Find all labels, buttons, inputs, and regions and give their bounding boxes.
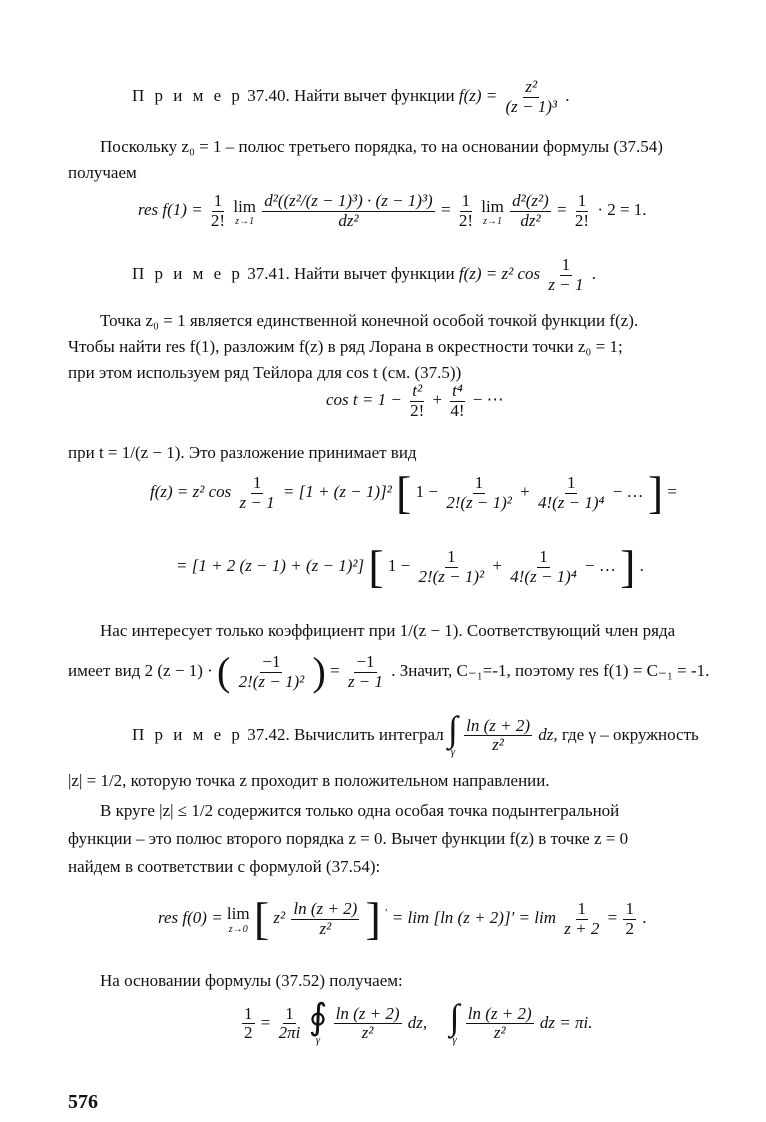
- paragraph-line: функции – это полюс второго порядка z = 0. Вычет функции f(z) в точке z = 0: [68, 829, 629, 848]
- example-label: П р и м е р: [132, 86, 243, 106]
- final-integral-result: $\frac{1}{2}$ = $\frac{1}{2\pi i}$ ∮ γ $\frac{\ln (z + 2)}{\text{z²}}$ dz, ∫ γ $\frac{\ln (z + 2)}{\text{z²}}$ dz = πi.: [244, 997, 593, 1047]
- paragraph-line: при t = 1/(z − 1). Это разложение принимает вид: [68, 443, 417, 462]
- paragraph-line: Нас интересует только коэффициент при 1/(z − 1). Соответствующий член ряда: [100, 621, 676, 640]
- coefficient-line: имеет вид 2 (z − 1) · ( $\frac{-1}{\text{2!(z − 1)²}}$ ) = $\frac{-1}{z - 1}$ . Значит, C₋₁=-1, поэтому res f(1) = C₋₁ = -1.: [68, 649, 710, 694]
- laurent-expansion-2: = [1 + 2 (z − 1) + (z − 1)²] [ 1 − $\frac{1}{\text{2!(z − 1)²}}$ + $\frac{1}{\text{4!(z − 1)⁴}}$ − … ] .: [176, 541, 644, 592]
- fraction: $\frac{1}{2!}$: [458, 191, 473, 230]
- paragraph-line: |z| = 1/2, которую точка z проходит в положительном направлении.: [68, 771, 550, 790]
- derivative-fraction: $\frac{\text{d²(z²)}}{\text{dz²}}$: [512, 191, 549, 230]
- function-lhs: f(z) =: [458, 86, 498, 106]
- paragraph-line: найдем в соответствии с формулой (37.54):: [68, 857, 381, 876]
- example-37-42-heading: П р и м е р 37.42. Вычислить интеграл ∫ γ $\frac{\ln (z + 2)}{\text{z²}}$ dz, где γ – окружность: [132, 709, 699, 759]
- example-label: П р и м е р: [132, 724, 243, 744]
- integral-sign: ∫ γ: [449, 997, 460, 1047]
- page-number: 576: [68, 1091, 98, 1113]
- function-lhs: f(z) = z² cos: [458, 264, 541, 284]
- example-text: 37.40. Найти вычет функции: [247, 86, 455, 106]
- paragraph-line: В круге |z| ≤ 1/2 содержится только одна особая точка подынтегральной: [100, 801, 620, 820]
- fraction: $\frac{1}{2!}$: [574, 191, 590, 230]
- paragraph-line: Поскольку z₀ = 1 – полюс третьего порядка, то на основании формулы (37.54): [100, 137, 663, 156]
- contour-integral-sign: ∮ γ: [308, 997, 328, 1047]
- residue-formula-2: res f(0) = lim z→0 [ z² $\frac{\ln (z + 2)}{\text{z²}}$ ] ′ = lim [ln (z + 2)]′ = lim $\frac{1}{z + 2}$ = $\frac{1}{2}$ .: [158, 893, 647, 944]
- limit: lim z→1: [233, 196, 257, 227]
- fraction-numerator: z²: [525, 77, 538, 96]
- example-37-41-heading: П р и м е р 37.41. Найти вычет функции f(z) = z² cos $\frac{1}{z - 1}$ .: [132, 255, 596, 294]
- laurent-expansion-1: f(z) = z² cos $\frac{1}{z - 1}$ = [1 + (z − 1)]² [ 1 − $\frac{1}{\text{2!(z − 1)²}}$ + $\frac{1}{\text{4!(z − 1)⁴}}$ − … ] =: [150, 467, 677, 518]
- fraction-denominator: (z − 1)³: [505, 96, 558, 116]
- example-37-40-heading: [132, 78, 570, 116]
- period: .: [565, 86, 570, 106]
- residue-formula-1: res f(1) = $\frac{1}{2!}$ lim z→1 $\frac{\text{d²((z²/(z − 1)³) · (z − 1)³)}}{\text{dz²}}$ = $\frac{1}{2!}$ lim z→1 $\frac{\text{d²(z²)}}{\text{dz²}}$ = $\frac{1}{2!}$ · 2 = 1.: [138, 191, 647, 230]
- example-label: П р и м е р: [132, 264, 243, 284]
- limit: lim z→1: [481, 196, 504, 227]
- paragraph-line: Точка z₀ = 1 является единственной конечной особой точкой функции f(z).: [100, 311, 639, 330]
- function-fraction: $\frac{1}{z - 1}$: [548, 255, 584, 294]
- paragraph-line: На основании формулы (37.52) получаем:: [100, 971, 403, 990]
- integral-sign: ∫ γ: [447, 709, 458, 759]
- cosine-series: cos t = 1 − $\frac{\text{t²}}{2!}$ + $\frac{\text{t⁴}}{4!}$ − ⋯: [326, 381, 504, 420]
- function-fraction: [504, 78, 560, 116]
- fraction: $\frac{1}{2!}$: [210, 191, 226, 230]
- derivative-fraction: $\frac{\text{d²((z²/(z − 1)³) · (z − 1)³)}}{\text{dz²}}$: [264, 191, 433, 230]
- paragraph-line: Чтобы найти res f(1), разложим f(z) в ряд Лорана в окрестности точки z₀ = 1;: [68, 337, 623, 356]
- example-text: 37.42. Вычислить интеграл: [247, 724, 444, 744]
- formula-lhs: res f(1) =: [138, 200, 203, 220]
- paragraph-line: при этом используем ряд Тейлора для cos t (см. (37.5)): [68, 363, 462, 382]
- paragraph-line: получаем: [68, 163, 137, 182]
- example-text: 37.41. Найти вычет функции: [247, 264, 455, 284]
